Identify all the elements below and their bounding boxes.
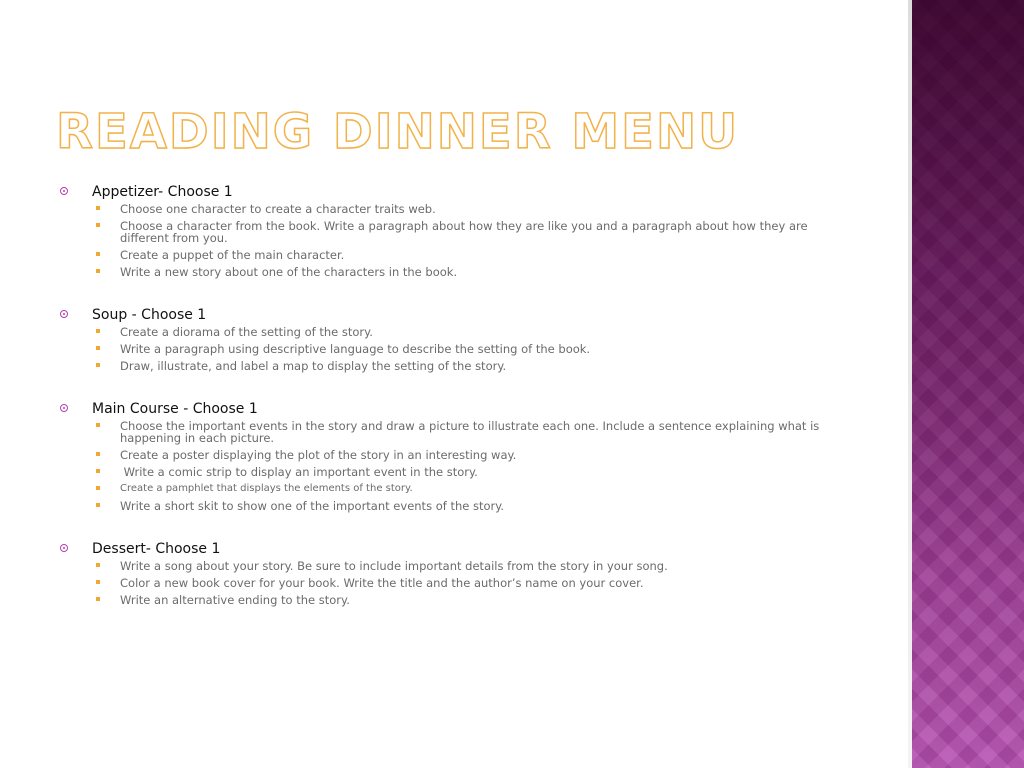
section-dessert: [60, 539, 840, 606]
square-bullet-icon: [96, 452, 100, 456]
list-item: Write a paragraph using descriptive language to describe the setting of the book.: [60, 343, 840, 355]
slide-title: READING DINNER MENU: [56, 104, 740, 160]
slide-content: [60, 182, 840, 633]
section-heading-text: Appetizer- Choose 1: [92, 184, 233, 200]
section-heading: [60, 182, 840, 202]
square-bullet-icon: [96, 223, 100, 227]
section-heading-text: Main Course - Choose 1: [92, 401, 258, 417]
square-bullet-icon: [96, 486, 100, 490]
section-main-course: [60, 399, 840, 512]
list-item: Choose the important events in the story and draw a picture to illustrate each one. Include a sentence explaining what is happening in each picture.: [60, 420, 840, 444]
section-heading-text: Soup - Choose 1: [92, 307, 207, 323]
square-bullet-icon: [96, 252, 100, 256]
ring-bullet-icon: [60, 187, 68, 195]
list-item: Write an alternative ending to the story.: [60, 594, 840, 606]
square-bullet-icon: [96, 329, 100, 333]
item-list: [60, 203, 840, 278]
square-bullet-icon: [96, 580, 100, 584]
list-item: Write a short skit to show one of the important events of the story.: [60, 500, 840, 512]
square-bullet-icon: [96, 269, 100, 273]
list-item: Write a comic strip to display an important event in the story.: [60, 466, 840, 478]
section-soup: [60, 305, 840, 372]
ring-bullet-icon: [60, 310, 68, 318]
square-bullet-icon: [96, 206, 100, 210]
square-bullet-icon: [96, 346, 100, 350]
item-list: [60, 560, 840, 606]
square-bullet-icon: [96, 469, 100, 473]
square-bullet-icon: [96, 363, 100, 367]
list-item: Write a song about your story. Be sure to include important details from the story in your song.: [60, 560, 840, 572]
list-item: Write a new story about one of the characters in the book.: [60, 266, 840, 278]
list-item: Create a pamphlet that displays the elements of the story.: [60, 483, 840, 495]
list-item: Draw, illustrate, and label a map to display the setting of the story.: [60, 360, 840, 372]
square-bullet-icon: [96, 563, 100, 567]
section-heading: [60, 399, 840, 419]
list-item: Create a poster displaying the plot of the story in an interesting way.: [60, 449, 840, 461]
square-bullet-icon: [96, 423, 100, 427]
item-list: [60, 420, 840, 512]
section-heading: [60, 539, 840, 559]
decorative-side-panel: [912, 0, 1024, 768]
section-appetizer: [60, 182, 840, 278]
list-item: Choose a character from the book. Write a paragraph about how they are like you and a paragraph about how they are different from you.: [60, 220, 840, 244]
list-item: Create a puppet of the main character.: [60, 249, 840, 261]
square-bullet-icon: [96, 503, 100, 507]
section-heading: [60, 305, 840, 325]
list-item: Color a new book cover for your book. Write the title and the author’s name on your cover.: [60, 577, 840, 589]
square-bullet-icon: [96, 597, 100, 601]
list-item: Create a diorama of the setting of the story.: [60, 326, 840, 338]
section-heading-text: Dessert- Choose 1: [92, 541, 221, 557]
ring-bullet-icon: [60, 544, 68, 552]
list-item: Choose one character to create a character traits web.: [60, 203, 840, 215]
ring-bullet-icon: [60, 404, 68, 412]
item-list: [60, 326, 840, 372]
